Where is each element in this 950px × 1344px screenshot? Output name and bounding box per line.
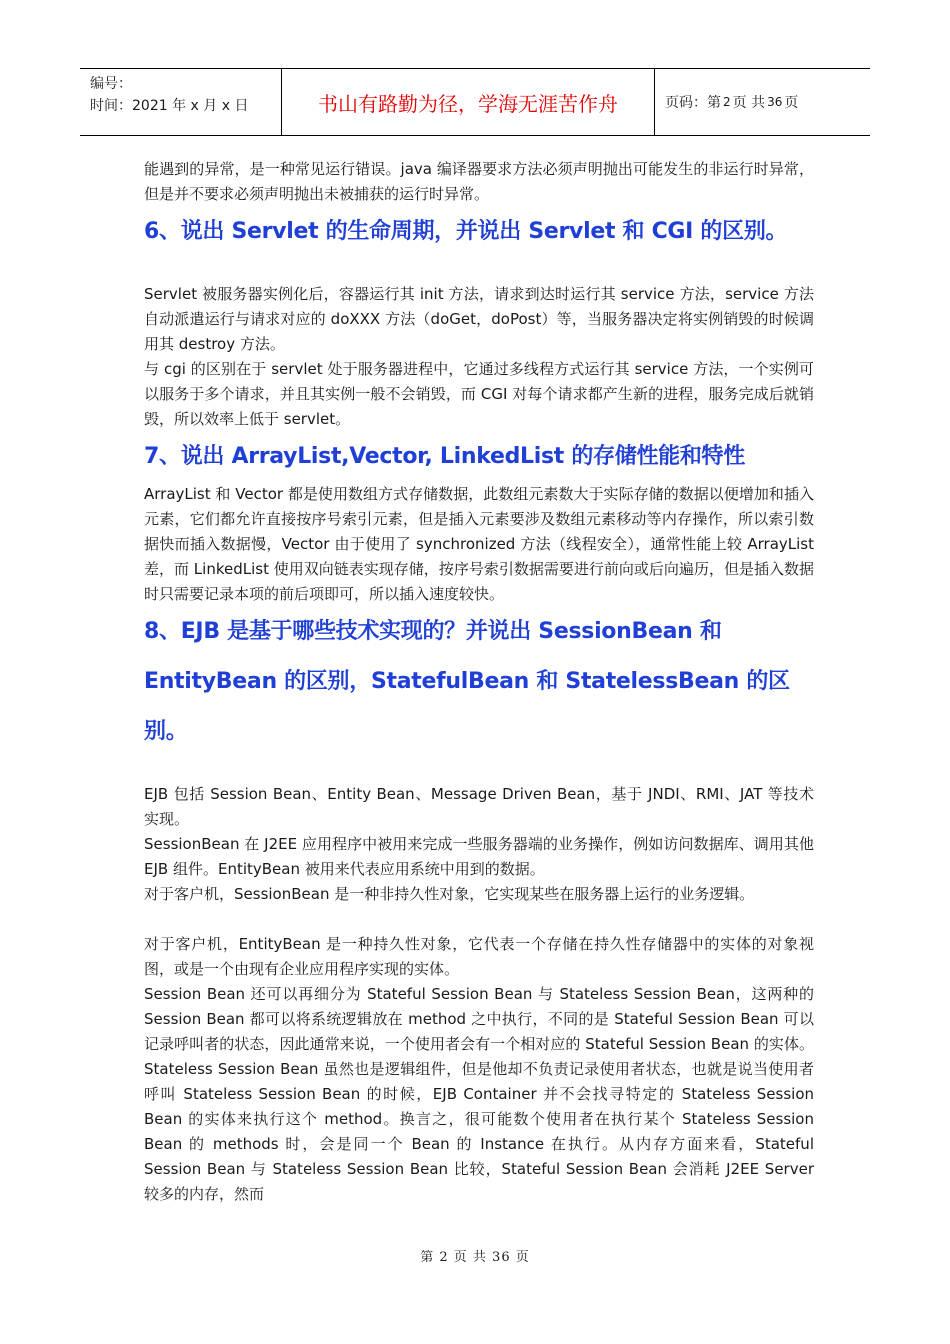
paragraph: SessionBean 在 J2EE 应用程序中被用来完成一些服务器端的业务操作，例如访问数据库、调用其他 EJB 组件。EntityBean 被用来代表应用系统中用到的数据。 (144, 835, 814, 878)
paragraph: Session Bean 还可以再细分为 Stateful Session Bean 与 Stateless Session Bean，这两种的 Session Bean 都可以将系统逻辑放在 method 之中执行，不同的是 Stateful Session Bean 可以记录呼叫者的状态，因此通常来说，一个使用者会有一个相对应的 Stateful Session Bean 的实体。Stateless Session Bean 虽然也是逻辑组件，但是他却不负责记录使用者状态，也就是说当使用者呼叫 Stateless Session Bean 的时候，EJB Container 并不会找寻特定的 Stateless Session Bean 的实体来执行这个 method。换言之，很可能数个使用者在执行某个 Stateless Session Bean 的 methods 时，会是同一个 Bean 的 Instance 在执行。从内存方面来看，Stateful Session Bean 与 Stateless Session Bean 比较，Stateful Session Bean 会消耗 J2EE Server 较多的内存，然而 (144, 985, 814, 1203)
spacer (144, 257, 814, 282)
spacer (144, 757, 814, 782)
page-total: 36 (767, 95, 783, 109)
question-heading-8-line1: 8、EJB 是基于哪些技术实现的？并说出 SessionBean 和 (144, 619, 722, 644)
paragraph: 能遇到的异常，是一种常见运行错误。java 编译器要求方法必须声明抛出可能发生的非运行时异常，但是并不要求必须声明抛出未被捕获的运行时异常。 (144, 160, 814, 203)
page-footer: 第 2 页 共 36 页 (420, 1250, 530, 1265)
document-body (144, 157, 814, 1207)
paragraph: 对于客户机，EntityBean 是一种持久性对象，它代表一个存储在持久性存储器中的实体的对象视图，或是一个由现有企业应用程序实现的实体。 (144, 935, 815, 978)
paragraph: Servlet 被服务器实例化后，容器运行其 init 方法，请求到达时运行其 service 方法，service 方法自动派遣运行与请求对应的 doXXX 方法（doGet，doPost）等，当服务器决定将实例销毁的时候调用其 destroy 方法。 (144, 285, 814, 353)
question-heading-6: 6、说出 Servlet 的生命周期，并说出 Servlet 和 CGI 的区别。 (144, 219, 788, 244)
page-mid: 页 共 (732, 95, 766, 111)
paragraph: 与 cgi 的区别在于 servlet 处于服务器进程中，它通过多线程方式运行其 service 方法，一个实例可以服务于多个请求，并且其实例一般不会销毁，而 CGI 对每个请求都产生新的进程，服务完成后就销毁，所以效率上低于 servlet。 (144, 360, 814, 428)
page-num: 2 (723, 95, 731, 109)
page-header (80, 68, 870, 136)
question-heading-8-line2: EntityBean 的区别，StatefulBean 和 StatelessBean 的区别。 (144, 669, 790, 744)
serial-label: 编号： (90, 76, 132, 92)
date-line: 时间：2021 年 x 月 x 日 (90, 98, 249, 114)
header-motto: 书山有路勤为径，学海无涯苦作舟 (282, 69, 655, 135)
question-heading-7: 7、说出 ArrayList,Vector, LinkedList 的存储性能和特性 (144, 444, 745, 469)
page-prefix: 页码：第 (665, 95, 721, 111)
paragraph: EJB 包括 Session Bean、Entity Bean、Message Driven Bean，基于 JNDI、RMI、JAT 等技术实现。 (144, 785, 814, 828)
header-page-number (655, 69, 870, 135)
header-meta (80, 69, 282, 135)
spacer (144, 907, 814, 932)
page-suffix: 页 (784, 95, 799, 111)
paragraph: 对于客户机，SessionBean 是一种非持久性对象，它实现某些在服务器上运行的业务逻辑。 (144, 885, 755, 903)
paragraph: ArrayList 和 Vector 都是使用数组方式存储数据，此数组元素数大于实际存储的数据以便增加和插入元素，它们都允许直接按序号索引元素，但是插入元素要涉及数组元素移动等内存操作，所以索引数据快而插入数据慢，Vector 由于使用了 synchronized 方法（线程安全），通常性能上较 ArrayList 差，而 LinkedList 使用双向链表实现存储，按序号索引数据需要进行前向或后向遍历，但是插入数据时只需要记录本项的前后项即可，所以插入速度较快。 (144, 485, 814, 603)
